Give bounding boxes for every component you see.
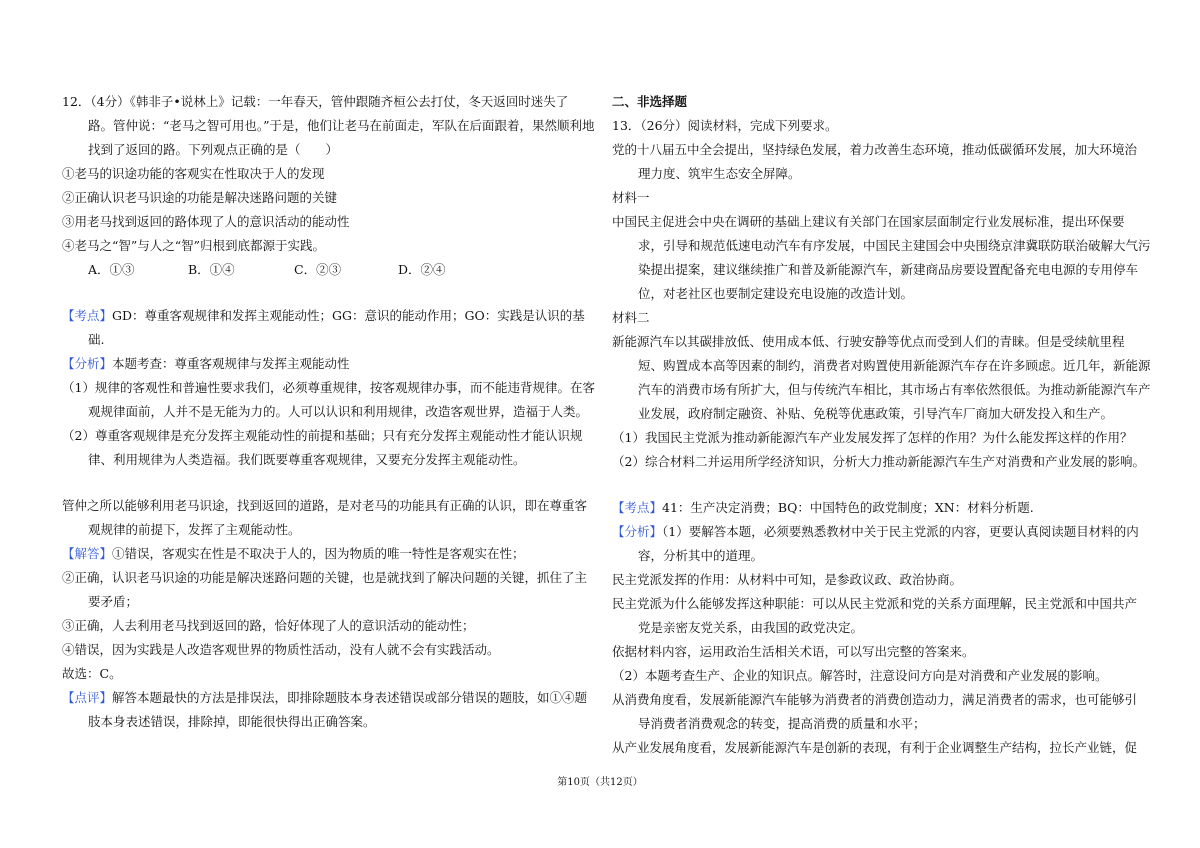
analysis-b-cont: 党是亲密友党关系，由我国的政党决定。	[638, 620, 864, 635]
fenxi-line	[612, 524, 1139, 540]
solution-2: ②正确，认识老马识途的功能是解决迷路问题的关键，也是就找到了解决问题的关键，抓住了主	[62, 570, 588, 585]
analysis-summary: 管仲之所以能够利用老马识途，找到返回的道路，是对老马的功能具有正确的认识，即在尊重客	[62, 498, 588, 513]
analysis-d: （2）本题考查生产、企业的知识点。解答时，注意设问方向是对消费和产业发展的影响。	[612, 668, 1108, 683]
answer-choices	[88, 262, 446, 278]
question-12-text: 12．（4分）《韩非子•说林上》记载：一年春天，管仲跟随齐桓公去打仗，冬天返回时迷失了	[62, 94, 569, 109]
intro-text-cont: 理力度、筑牢生态安全屏障。	[638, 166, 801, 181]
analysis-summary-cont: 观规律的前提下，发挥了主观能动性。	[88, 522, 301, 537]
material-1-line-1: 中国民主促进会中央在调研的基础上建议有关部门在国家层面制定行业发展标准，提出环保要	[612, 214, 1125, 229]
material-1-line-4: 位，对老社区也要制定建设充电设施的改造计划。	[638, 286, 914, 301]
answer-line: 故选：C。	[62, 666, 122, 681]
statement-3: ③用老马找到返回的路体现了人的意识活动的能动性	[62, 214, 350, 229]
question-12-text-cont: 路。管仲说：“老马之智可用也。”于是，他们让老马在前面走，军队在后面跟着，果然顺利地	[88, 118, 595, 133]
kaodian-line	[612, 500, 1034, 516]
fenxi-line	[62, 356, 350, 372]
solution-2-cont: 要矛盾；	[88, 594, 139, 609]
statement-1: ①老马的识途功能的客观实在性取决于人的发现	[62, 166, 325, 181]
intro-text: 党的十八届五中全会提出，坚持绿色发展，着力改善生态环境，推动低碳循环发展，加大环境治	[612, 142, 1138, 157]
kaodian-text: GD：尊重客观规律和发挥主观能动性；GG：意识的能动作用；GO：实践是认识的基	[112, 308, 585, 323]
dianping-text: 解答本题最快的方法是排误法，即排除题肢本身表述错误或部分错误的题肢，如①④题	[112, 690, 588, 705]
sub-question-1: （1）我国民主党派为推动新能源汽车产业发展发挥了怎样的作用？为什么能发挥这样的作用？	[612, 430, 1133, 445]
dianping-text-cont: 肢本身表述错误，排除掉，即能很快得出正确答案。	[88, 714, 376, 729]
kaodian-text: 41：生产决定消费；BQ：中国特色的政党制度；XN：材料分析题.	[662, 500, 1034, 515]
fenxi-text: 本题考查：尊重客观规律与发挥主观能动性	[112, 356, 350, 371]
jieda-label: 【解答】	[62, 546, 113, 561]
material-2-line-2: 短、购置成本高等因素的制约，消费者对购置使用新能源汽车存在许多顾虑。近几年，新能源	[638, 358, 1151, 373]
analysis-a: 民主党派发挥的作用：从材料中可知，是参政议政、政治协商。	[612, 572, 963, 587]
material-1-line-3: 染提出提案，建议继续推广和普及新能源汽车，新建商品房要设置配备充电电源的专用停车	[638, 262, 1139, 277]
kaodian-line	[62, 308, 585, 324]
analysis-b: 民主党派为什么能够发挥这种职能：可以从民主党派和党的关系方面理解，民主党派和中国共产	[612, 596, 1138, 611]
fenxi-text: （1）要解答本题，必须要熟悉教材中关于民主党派的内容，更要认真阅读题目材料的内	[662, 524, 1139, 539]
choice-b: B．①④	[188, 262, 235, 277]
analysis-point-2: （2）尊重客观规律是充分发挥主观能动性的前提和基础；只有充分发挥主观能动性才能认识规	[62, 428, 583, 443]
kaodian-label: 【考点】	[62, 308, 113, 323]
statement-2: ②正确认识老马识途的功能是解决迷路问题的关键	[62, 190, 338, 205]
analysis-e: 从消费角度看，发展新能源汽车能够为消费者的消费创造动力，满足消费者的需求，也可能够引	[612, 692, 1138, 707]
dianping-label: 【点评】	[62, 690, 113, 705]
analysis-f: 从产业发展角度看，发展新能源汽车是创新的表现，有利于企业调整生产结构，拉长产业链，促	[612, 740, 1138, 755]
material-2-line-1: 新能源汽车以其碳排放低、使用成本低、行驶安静等优点而受到人们的青睐。但是受续航里程	[612, 334, 1125, 349]
material-1-line-2: 求，引导和规范低速电动汽车有序发展，中国民主建国会中央围绕京津冀联防联治破解大气污	[638, 238, 1151, 253]
material-2-line-3: 汽车的消费市场有所扩大，但与传统汽车相比，其市场占有率依然很低。为推动新能源汽车产	[638, 382, 1151, 397]
sub-question-2: （2）综合材料二并运用所学经济知识，分析大力推动新能源汽车生产对消费和产业发展的影响。	[612, 454, 1145, 469]
question-12-prompt: 找到了返回的路。下列观点正确的是（ ）	[88, 142, 339, 157]
choice-c: C．②③	[294, 262, 342, 277]
analysis-e-cont: 导消费者消费观念的转变，提高消费的质量和水平；	[638, 716, 926, 731]
fenxi-text-cont: 容，分析其中的道理。	[638, 548, 764, 563]
section-title: 二、非选择题	[612, 94, 688, 109]
material-1-title: 材料一	[612, 190, 650, 205]
analysis-point-1: （1）规律的客观性和普遍性要求我们，必须尊重规律，按客观规律办事，而不能违背规律。在客	[62, 380, 595, 395]
page-footer: 第10页（共12页）	[557, 777, 643, 788]
jieda-text: ①错误，客观实在性是不取决于人的，因为物质的唯一特性是客观实在性；	[112, 546, 525, 561]
analysis-point-2-cont: 律、利用规律为人类造福。我们既要尊重客观规律，又要充分发挥主观能动性。	[88, 452, 526, 467]
fenxi-label: 【分析】	[62, 356, 113, 371]
solution-4: ④错误，因为实践是人改造客观世界的物质性活动，没有人就不会有实践活动。	[62, 642, 500, 657]
question-13-text: 13．（26分）阅读材料，完成下列要求。	[612, 118, 838, 133]
fenxi-label: 【分析】	[612, 524, 663, 539]
dianping-line	[62, 690, 587, 706]
kaodian-label: 【考点】	[612, 500, 663, 515]
kaodian-text-cont: 础.	[88, 332, 105, 347]
jieda-line	[62, 546, 525, 562]
statement-4: ④老马之“智”与人之“智”归根到底都源于实践。	[62, 238, 326, 253]
solution-3: ③正确，人去利用老马找到返回的路，恰好体现了人的意识活动的能动性；	[62, 618, 475, 633]
choice-d: D．②④	[398, 262, 446, 277]
choice-a: A．①③	[88, 262, 135, 277]
material-2-title: 材料二	[612, 310, 650, 325]
analysis-c: 依据材料内容，运用政治生活相关术语，可以写出完整的答案来。	[612, 644, 975, 659]
analysis-point-1-cont: 观规律面前，人并不是无能为力的。人可以认识和利用规律，改造客观世界，造福于人类。	[88, 404, 589, 419]
material-2-line-4: 业发展，政府制定融资、补贴、免税等优惠政策，引导汽车厂商加大研发投入和生产。	[638, 406, 1114, 421]
